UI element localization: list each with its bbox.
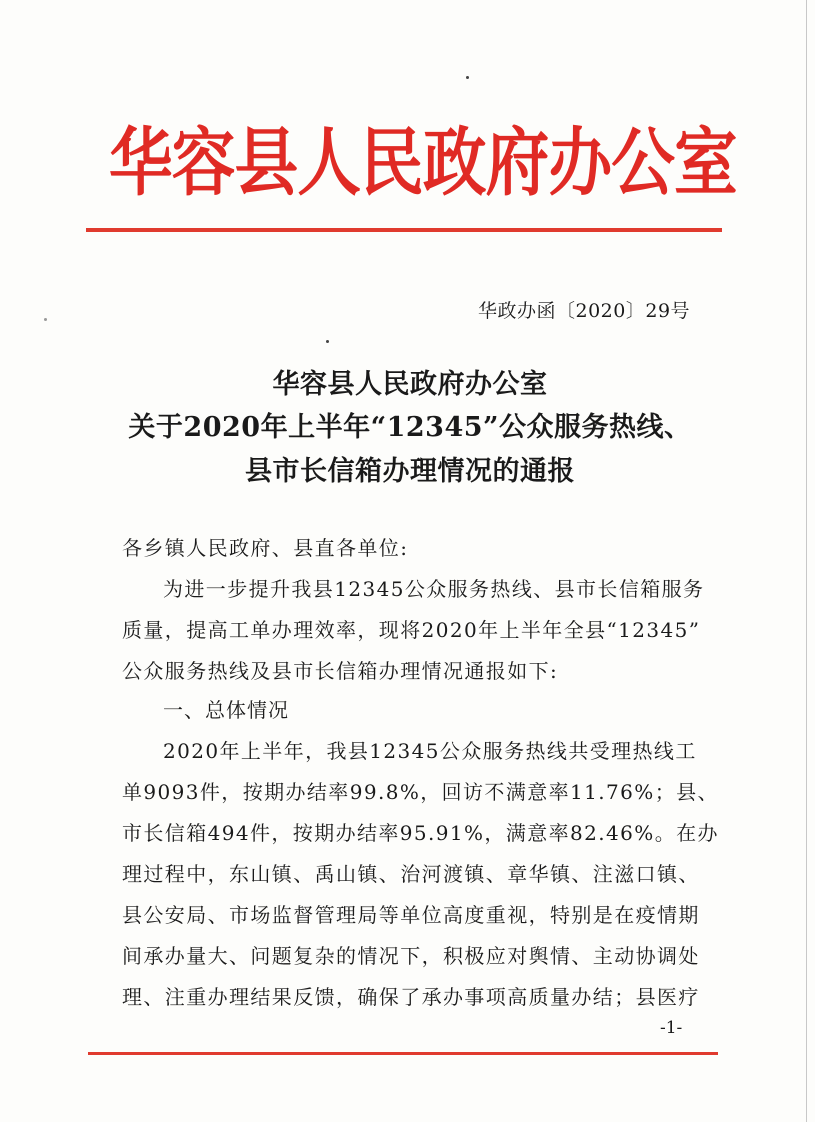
section-line-6: 间承办量大、问题复杂的情况下，积极应对舆情、主动协调处	[122, 944, 700, 968]
page-number: -1-	[660, 1018, 683, 1038]
title-line-2: 关于2020年上半年“12345”公众服务热线、	[128, 412, 692, 443]
section-heading: 一、总体情况	[163, 698, 289, 722]
scan-edge-line	[806, 0, 807, 1122]
scan-speck	[466, 76, 469, 79]
intro-line-3: 公众服务热线及县市长信箱办理情况通报如下:	[122, 659, 559, 683]
section-line-5: 县公安局、市场监督管理局等单位高度重视，特别是在疫情期	[122, 903, 700, 927]
salutation: 各乡镇人民政府、县直各单位:	[122, 536, 409, 560]
section-line-1: 2020年上半年，我县12345公众服务热线共受理热线工	[163, 739, 697, 763]
section-line-4: 理过程中，东山镇、禹山镇、治河渡镇、章华镇、注滋口镇、	[122, 862, 700, 886]
letterhead-red-rule	[86, 228, 722, 232]
intro-line-1: 为进一步提升我县12345公众服务热线、县市长信箱服务	[163, 577, 705, 601]
intro-line-2: 质量，提高工单办理效率，现将2020年上半年全县“12345”	[122, 618, 701, 642]
footer-red-rule	[88, 1052, 718, 1055]
document-number: 华政办函〔2020〕29号	[478, 300, 691, 322]
section-line-2: 单9093件，按期办结率99.8%，回访不满意率11.76%；县、	[122, 780, 719, 804]
title-line-3: 县市长信箱办理情况的通报	[245, 456, 575, 487]
section-line-3: 市长信箱494件，按期办结率95.91%，满意率82.46%。在办	[122, 821, 719, 845]
scan-speck	[44, 318, 47, 321]
title-line-1: 华容县人民政府办公室	[272, 369, 548, 400]
letterhead: 华容县人民政府办公室	[109, 120, 737, 206]
section-line-7: 理、注重办理结果反馈，确保了承办事项高质量办结；县医疗	[122, 985, 700, 1009]
scan-speck	[326, 340, 329, 343]
